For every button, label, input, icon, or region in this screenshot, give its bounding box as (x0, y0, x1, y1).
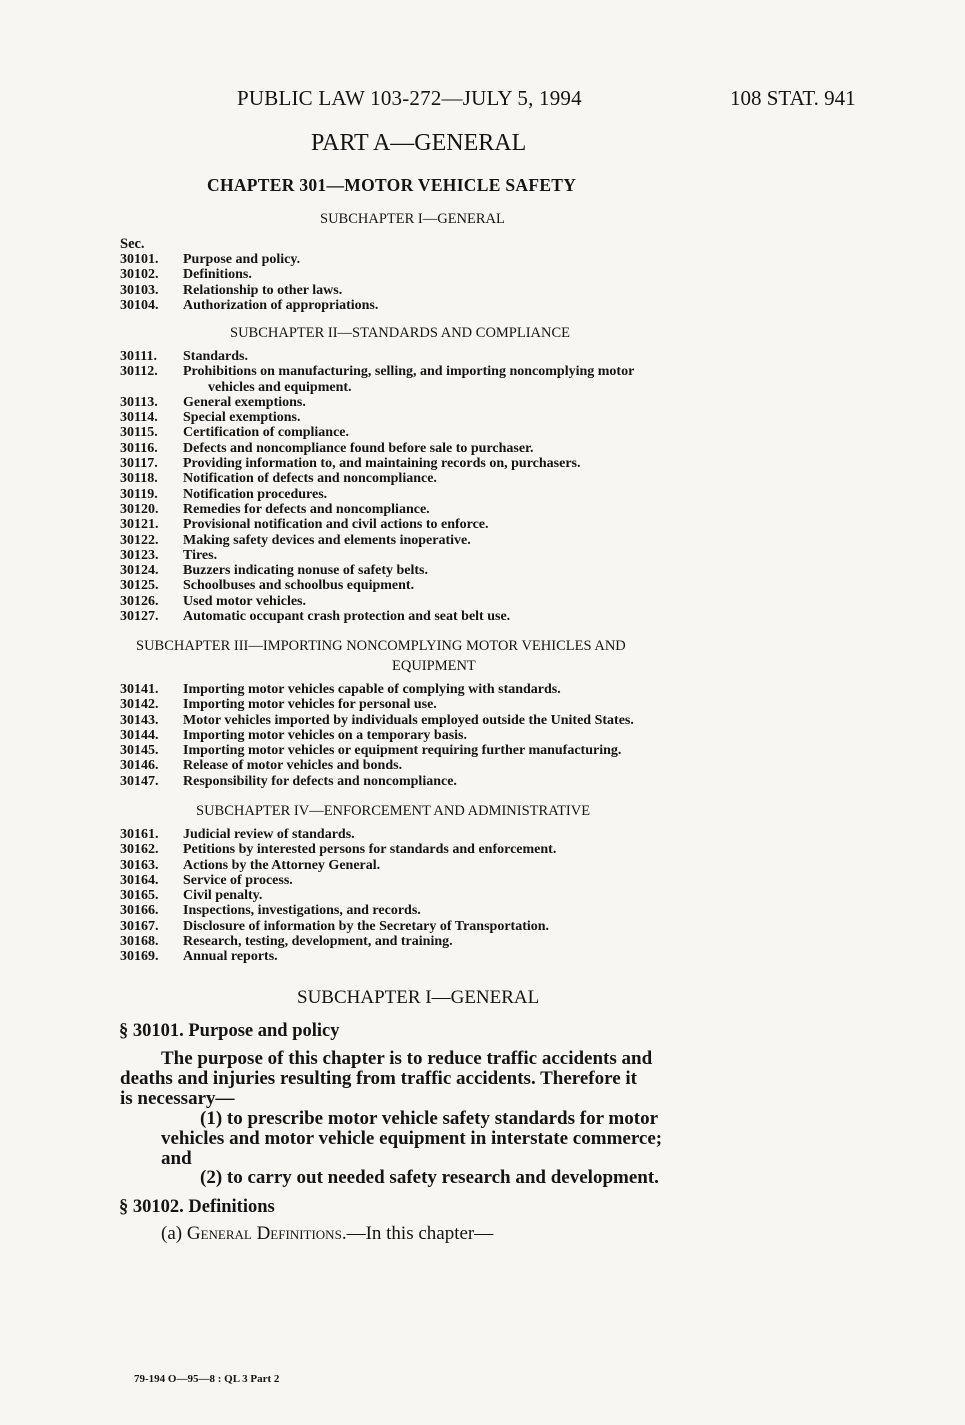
toc-entry-title: Notification procedures. (183, 486, 328, 502)
toc-entry (120, 267, 378, 282)
toc-entry (120, 873, 556, 888)
toc-entry (120, 487, 634, 502)
section-30102-heading: § 30102. Definitions (119, 1197, 275, 1217)
toc-entry (120, 728, 634, 743)
toc-entry-title: Relationship to other laws. (183, 282, 343, 298)
toc-entry (120, 682, 634, 697)
toc-entry (120, 425, 634, 440)
purpose-item-1-line-3: and (161, 1148, 192, 1169)
purpose-item-2: (2) to carry out needed safety research and development. (200, 1167, 659, 1188)
toc-entry-title: Judicial review of standards. (183, 827, 355, 842)
toc-entry (120, 517, 634, 532)
toc-entry-number: 30167. (120, 918, 159, 934)
toc-entry-number: 30101. (120, 252, 159, 267)
toc-subchapter-3-list (120, 682, 634, 789)
toc-entry-title: Importing motor vehicles or equipment requiring further manufacturing. (183, 743, 622, 759)
toc-entry-number: 30120. (120, 501, 159, 517)
toc-entry-number: 30119. (120, 486, 158, 502)
page-header (0, 86, 965, 116)
definitions-suffix: .—In this chapter— (341, 1223, 494, 1244)
toc-entry (120, 594, 634, 609)
toc-entry-number: 30111. (120, 349, 157, 364)
toc-entry-title: Service of process. (183, 872, 293, 888)
toc-subchapter-2-heading: SUBCHAPTER II—STANDARDS AND COMPLIANCE (230, 325, 571, 341)
toc-entry (120, 774, 634, 789)
toc-entry-title: Providing information to, and maintaining records on, purchasers. (183, 456, 581, 472)
public-law-citation: PUBLIC LAW 103-272—JULY 5, 1994 (237, 86, 582, 110)
toc-entry-title: Provisional notification and civil actions to enforce. (183, 517, 489, 533)
toc-entry-title: Standards. (183, 349, 248, 364)
toc-entry-number: 30127. (120, 609, 159, 625)
toc-entry-number: 30164. (120, 872, 159, 888)
purpose-line-3: is necessary— (120, 1088, 235, 1109)
toc-entry-title: Authorization of appropriations. (183, 297, 379, 313)
toc-entry-number: 30102. (120, 267, 159, 283)
toc-entry-number: 30144. (120, 727, 159, 743)
toc-entry (120, 349, 634, 364)
toc-entry-title: Certification of compliance. (183, 425, 350, 441)
toc-entry (120, 298, 378, 313)
toc-subchapter-1-list (120, 252, 378, 313)
toc-entry-title: Definitions. (183, 267, 252, 283)
toc-entry (120, 919, 556, 934)
toc-entry-title: Inspections, investigations, and records. (183, 903, 421, 919)
purpose-line-1: The purpose of this chapter is to reduce traffic accidents and (161, 1048, 653, 1069)
toc-entry-title: Research, testing, development, and training. (183, 934, 453, 950)
purpose-line-2: deaths and injuries resulting from traffic accidents. Therefore it (120, 1068, 637, 1089)
toc-entry-title: Purpose and policy. (183, 252, 301, 267)
toc-entry (120, 456, 634, 471)
toc-entry-title: Annual reports. (183, 949, 278, 965)
toc-entry (120, 934, 556, 949)
toc-entry-number: 30117. (120, 456, 158, 472)
toc-entry (120, 949, 556, 964)
toc-entry-title: General exemptions. (183, 394, 306, 410)
toc-subchapter-4-heading: SUBCHAPTER IV—ENFORCEMENT AND ADMINISTRATIVE (196, 803, 591, 819)
toc-entry (120, 441, 634, 456)
toc-entry-number: 30113. (120, 394, 158, 410)
toc-entry-title: Actions by the Attorney General. (183, 857, 381, 873)
toc-entry (120, 502, 634, 517)
toc-entry-title: Tires. (183, 547, 218, 563)
section-30101-heading: § 30101. Purpose and policy (119, 1021, 340, 1041)
toc-entry-number: 30104. (120, 297, 159, 313)
toc-entry-title: Importing motor vehicles on a temporary basis. (183, 727, 467, 743)
toc-entry-number: 30169. (120, 949, 159, 965)
print-footer: 79-194 O—95—8 : QL 3 Part 2 (134, 1373, 280, 1385)
toc-entry-title-continued: vehicles and equipment. (208, 379, 352, 395)
toc-entry (120, 283, 378, 298)
toc-entry (120, 533, 634, 548)
toc-entry-number: 30142. (120, 697, 159, 713)
toc-subchapter-3-heading-line1: SUBCHAPTER III—IMPORTING NONCOMPLYING MOTOR VEHICLES AND (136, 638, 626, 654)
part-title-text: PART A—GENERAL (311, 130, 527, 156)
toc-entry-number: 30161. (120, 827, 159, 842)
chapter-title: CHAPTER 301—MOTOR VEHICLE SAFETY (207, 175, 577, 195)
toc-entry (120, 888, 556, 903)
toc-entry (120, 548, 634, 563)
toc-entry-number: 30147. (120, 773, 159, 789)
toc-entry-number: 30163. (120, 857, 159, 873)
toc-entry-title: Schoolbuses and schoolbus equipment. (183, 578, 415, 594)
toc-subchapter-1-heading: SUBCHAPTER I—GENERAL (320, 211, 505, 227)
toc-entry-title: Importing motor vehicles capable of complying with standards. (183, 682, 561, 697)
toc-entry-title: Remedies for defects and noncompliance. (183, 501, 430, 517)
toc-subchapter-3-heading-line2: EQUIPMENT (392, 658, 476, 674)
toc-entry-number: 30165. (120, 888, 159, 904)
toc-entry-number: 30118. (120, 471, 158, 487)
toc-entry-number: 30126. (120, 593, 159, 609)
toc-entry (120, 713, 634, 728)
toc-entry (120, 609, 634, 624)
toc-entry (120, 252, 378, 267)
toc-entry-number: 30103. (120, 282, 159, 298)
toc-entry-number: 30166. (120, 903, 159, 919)
toc-entry-title: Special exemptions. (183, 410, 301, 426)
toc-entry-number: 30115. (120, 425, 158, 441)
toc-entry-number: 30146. (120, 758, 159, 774)
statute-page-number: 108 STAT. 941 (730, 86, 856, 110)
toc-entry-title: Notification of defects and noncompliance. (183, 471, 437, 487)
purpose-item-1-line-1: (1) to prescribe motor vehicle safety standards for motor (200, 1108, 659, 1129)
toc-entry-title: Prohibitions on manufacturing, selling, and importing noncomplying motor (183, 364, 635, 380)
toc-entry (120, 697, 634, 712)
toc-entry-number: 30162. (120, 842, 159, 858)
toc-entry (120, 858, 556, 873)
definitions-smallcaps: General Definitions (186, 1223, 342, 1244)
toc-entry-number: 30125. (120, 578, 159, 594)
toc-entry-title: Petitions by interested persons for standards and enforcement. (183, 842, 557, 858)
toc-entry (120, 743, 634, 758)
toc-entry (120, 563, 634, 578)
toc-entry-number: 30112. (120, 364, 158, 380)
toc-entry-title: Buzzers indicating nonuse of safety belts. (183, 563, 428, 579)
toc-subchapter-2-list (120, 349, 634, 624)
toc-entry-number: 30168. (120, 934, 159, 950)
toc-entry-number: 30116. (120, 440, 158, 456)
definitions-prefix: (a) (161, 1223, 187, 1244)
toc-entry-number: 30123. (120, 547, 159, 563)
toc-entry-title: Making safety devices and elements inoperative. (183, 532, 471, 548)
toc-entry (120, 903, 556, 918)
toc-subchapter-4-list (120, 827, 556, 965)
toc-entry (120, 471, 634, 486)
purpose-item-1-line-2: vehicles and motor vehicle equipment in interstate commerce; (161, 1128, 663, 1149)
toc-entry (120, 364, 634, 395)
toc-entry-title: Responsibility for defects and noncompliance. (183, 773, 457, 789)
toc-entry (120, 758, 634, 773)
toc-entry-title: Motor vehicles imported by individuals employed outside the United States. (183, 712, 634, 728)
toc-entry (120, 395, 634, 410)
toc-entry-title: Disclosure of information by the Secretary of Transportation. (183, 918, 550, 934)
toc-entry-title: Release of motor vehicles and bonds. (183, 758, 403, 774)
toc-entry-number: 30141. (120, 682, 159, 697)
toc-entry (120, 578, 634, 593)
toc-entry (120, 827, 556, 842)
toc-entry-number: 30145. (120, 743, 159, 759)
toc-entry-number: 30143. (120, 712, 159, 728)
toc-entry (120, 842, 556, 857)
toc-entry-number: 30114. (120, 410, 158, 426)
toc-entry-number: 30121. (120, 517, 159, 533)
toc-entry-title: Used motor vehicles. (183, 593, 306, 609)
general-definitions-line (161, 1224, 493, 1244)
body-subchapter-heading: SUBCHAPTER I—GENERAL (297, 987, 540, 1008)
toc-entry (120, 410, 634, 425)
toc-entry-title: Civil penalty. (183, 888, 263, 904)
toc-entry-title: Automatic occupant crash protection and seat belt use. (183, 609, 511, 625)
sec-label: Sec. (120, 236, 145, 252)
toc-entry-number: 30122. (120, 532, 159, 548)
toc-entry-number: 30124. (120, 563, 159, 579)
toc-entry-title: Defects and noncompliance found before sale to purchaser. (183, 440, 534, 456)
toc-entry-title: Importing motor vehicles for personal use. (183, 697, 437, 713)
